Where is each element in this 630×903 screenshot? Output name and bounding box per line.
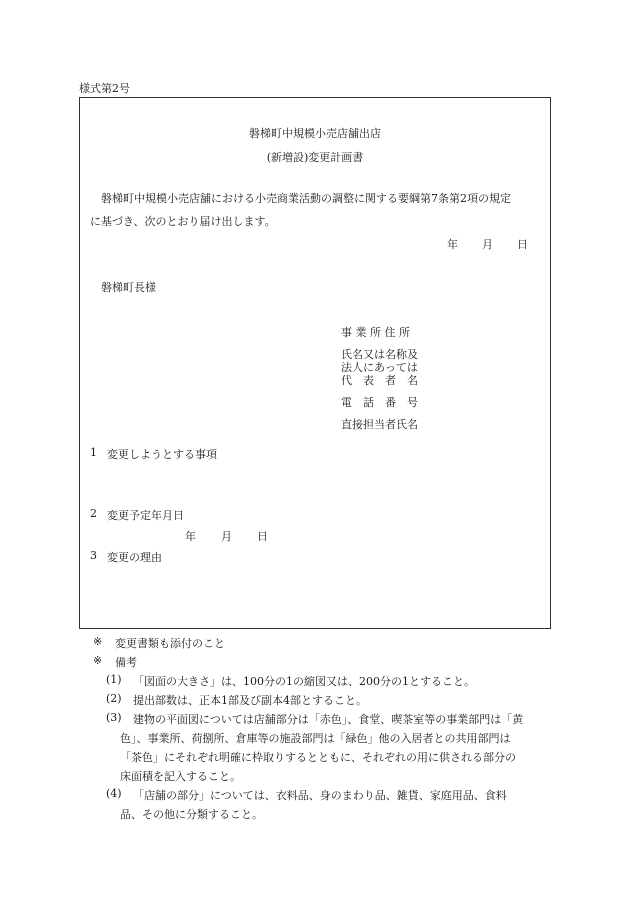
item-2-year: 年 xyxy=(185,530,196,543)
body-line-1: 磐梯町中規模小売店舗における小売商業活動の調整に関する要綱第7条第2項の規定 xyxy=(101,192,511,205)
note-4-line-1: 「店舗の部分」については、衣料品、身のまわり品、雑貨、家庭用品、食料 xyxy=(133,789,507,802)
date-month: 月 xyxy=(482,238,493,251)
note-3-line-1: 建物の平面図については店舗部分は「赤色」、食堂、喫茶室等の事業部門は「黄 xyxy=(133,713,524,726)
item-1-label: 変更しようとする事項 xyxy=(107,448,217,461)
note-3-line-2: 色」、事業所、荷捌所、倉庫等の施設部門は「緑色」他の入居者との共用部門は xyxy=(120,732,511,745)
attach-mark: ※ xyxy=(93,635,103,648)
item-2-day: 日 xyxy=(257,530,268,543)
title-line-2: (新増設)変更計画書 xyxy=(266,151,364,164)
form-number: 様式第2号 xyxy=(79,82,130,95)
note-3-line-3: 「茶色」にそれぞれ明確に枠取りするとともに、それぞれの用に供される部分の xyxy=(120,751,516,764)
note-2-text: 提出部数は、正本1部及び副本4部とすること。 xyxy=(133,694,367,707)
date-year: 年 xyxy=(447,238,458,251)
phone-label: 電 話 番 号 xyxy=(341,396,418,409)
remarks-title: 備考 xyxy=(115,656,137,669)
item-1-number: 1 xyxy=(90,446,97,459)
note-1-number: (1) xyxy=(106,673,122,686)
item-2-month: 月 xyxy=(221,530,232,543)
title-line-1: 磐梯町中規模小売店舗出店 xyxy=(249,127,381,140)
note-3-number: (3) xyxy=(106,711,122,724)
remarks-mark: ※ xyxy=(93,654,103,667)
name-label-1: 氏名又は名称及 xyxy=(341,348,418,361)
note-4-line-2: 品、その他に分類すること。 xyxy=(120,808,263,821)
item-2-number: 2 xyxy=(90,507,97,520)
address-label: 事 業 所 住 所 xyxy=(341,326,410,339)
note-1-text: 「図面の大きさ」は、100分の1の縮図又は、200分の1とすること。 xyxy=(133,675,475,688)
name-label-3: 代 表 者 名 xyxy=(341,374,418,387)
note-4-number: (4) xyxy=(106,787,122,800)
item-3-number: 3 xyxy=(90,549,97,562)
date-day: 日 xyxy=(517,238,528,251)
attach-note: 変更書類も添付のこと xyxy=(115,637,225,650)
note-3-line-4: 床面積を記入すること。 xyxy=(120,770,241,783)
addressee: 磐梯町長様 xyxy=(101,281,156,294)
contact-label: 直接担当者氏名 xyxy=(341,418,418,431)
body-line-2: に基づき、次のとおり届け出します。 xyxy=(90,215,276,228)
item-3-label: 変更の理由 xyxy=(107,551,162,564)
note-2-number: (2) xyxy=(106,692,122,705)
item-2-label: 変更予定年月日 xyxy=(107,509,184,522)
name-label-2: 法人にあっては xyxy=(341,361,418,374)
